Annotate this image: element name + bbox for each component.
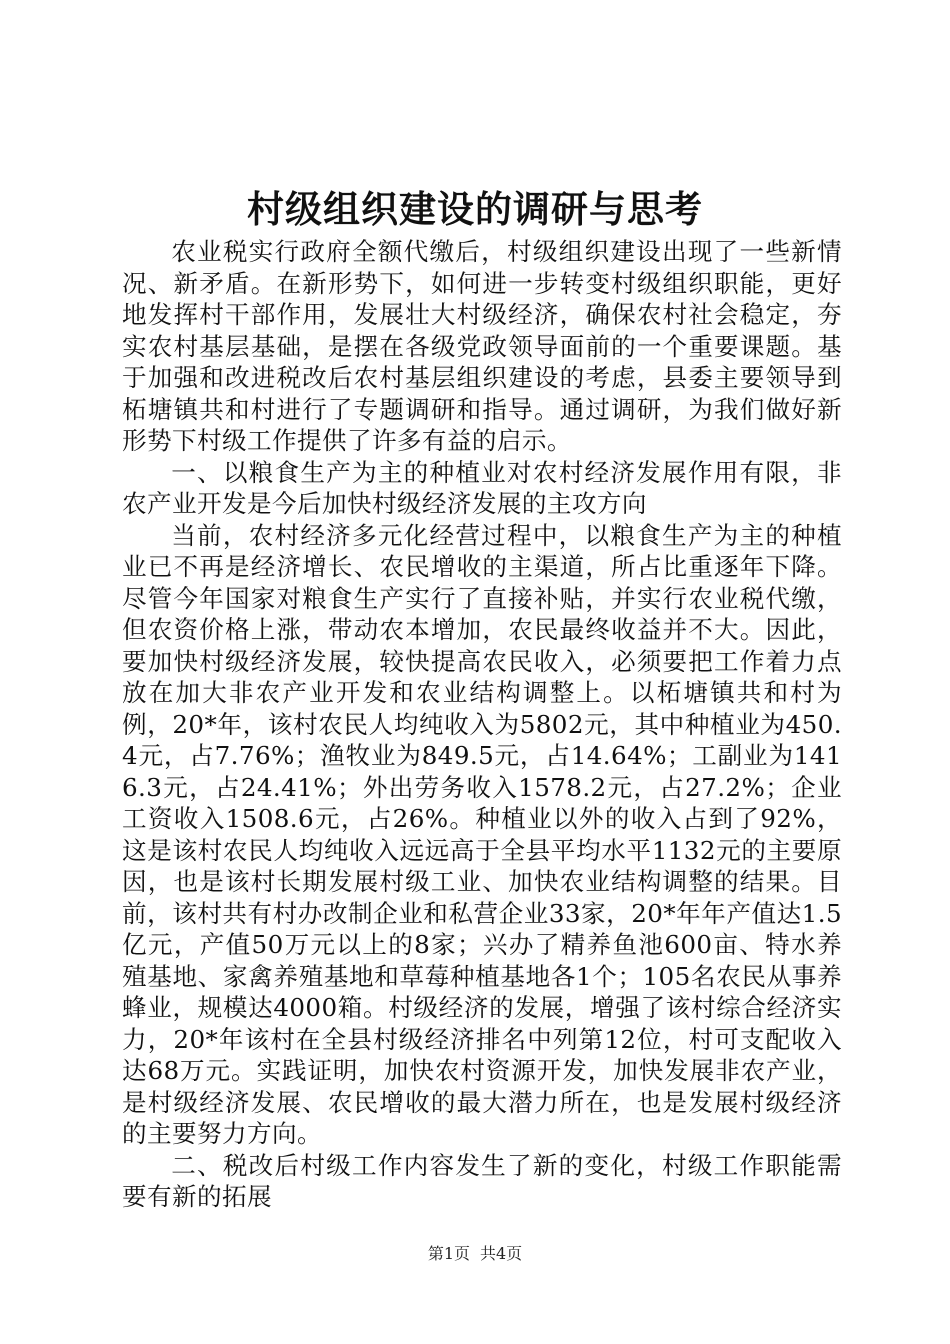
section-1-paragraph: 当前，农村经济多元化经营过程中，以粮食生产为主的种植业已不再是经济增长、农民增收的主渠道，所占比重逐年下降。尽管今年国家对粮食生产实行了直接补贴，并实行农业税代缴，但农资价格上涨，带动农本增加，农民最终收益并不大。因此，要加快村级经济发展，较快提高农民收入，必须要把工作着力点放在加大非农产业开发和农业结构调整上。以柘塘镇共和村为例，20*年，该村农民人均纯收入为5802元，其中种植业为450.4元，占7.76%；渔牧业为849.5元，占14.64%；工副业为1416.3元，占24.41%；外出劳务收入1578.2元，占27.2%；企业工资收入1508.6元，占26%。种植业以外的收入占到了92%，这是该村农民人均纯收入远远高于全县平均水平1132元的主要原因，也是该村长期发展村级工业、加快农业结构调整的结果。目前，该村共有村办改制企业和私营企业33家，20*年年产值达1.5亿元，产值50万元以上的8家；兴办了精养鱼池600亩、特水养殖基地、家禽养殖基地和草莓种植基地各1个；105名农民从事养蜂业，规模达4000箱。村级经济的发展，增强了该村综合经济实力，20*年该村在全县村级经济排名中列第12位，村可支配收入达68万元。实践证明，加快农村资源开发，加快发展非农产业，是村级经济发展、农民增收的最大潜力所在，也是发展村级经济的主要努力方向。 — [122, 520, 842, 1148]
page-number: 第1页 — [427, 1244, 470, 1263]
document-body — [122, 236, 842, 1213]
section-heading-2: 二、税改后村级工作内容发生了新的变化，村级工作职能需要有新的拓展 — [122, 1150, 842, 1211]
page-total: 共4页 — [480, 1244, 523, 1263]
intro-paragraph: 农业税实行政府全额代缴后，村级组织建设出现了一些新情况、新矛盾。在新形势下，如何进一步转变村级组织职能，更好地发挥村干部作用，发展壮大村级经济，确保农村社会稳定，夯实农村基层基础，是摆在各级党政领导面前的一个重要课题。基于加强和改进税改后农村基层组织建设的考虑，县委主要领导到柘塘镇共和村进行了专题调研和指导。通过调研，为我们做好新形势下村级工作提供了许多有益的启示。 — [122, 237, 842, 455]
page-footer — [0, 1243, 950, 1265]
section-heading-1: 一、以粮食生产为主的种植业对农村经济发展作用有限，非农产业开发是今后加快村级经济发展的主攻方向 — [122, 457, 842, 518]
document-title: 村级组织建设的调研与思考 — [247, 187, 703, 231]
